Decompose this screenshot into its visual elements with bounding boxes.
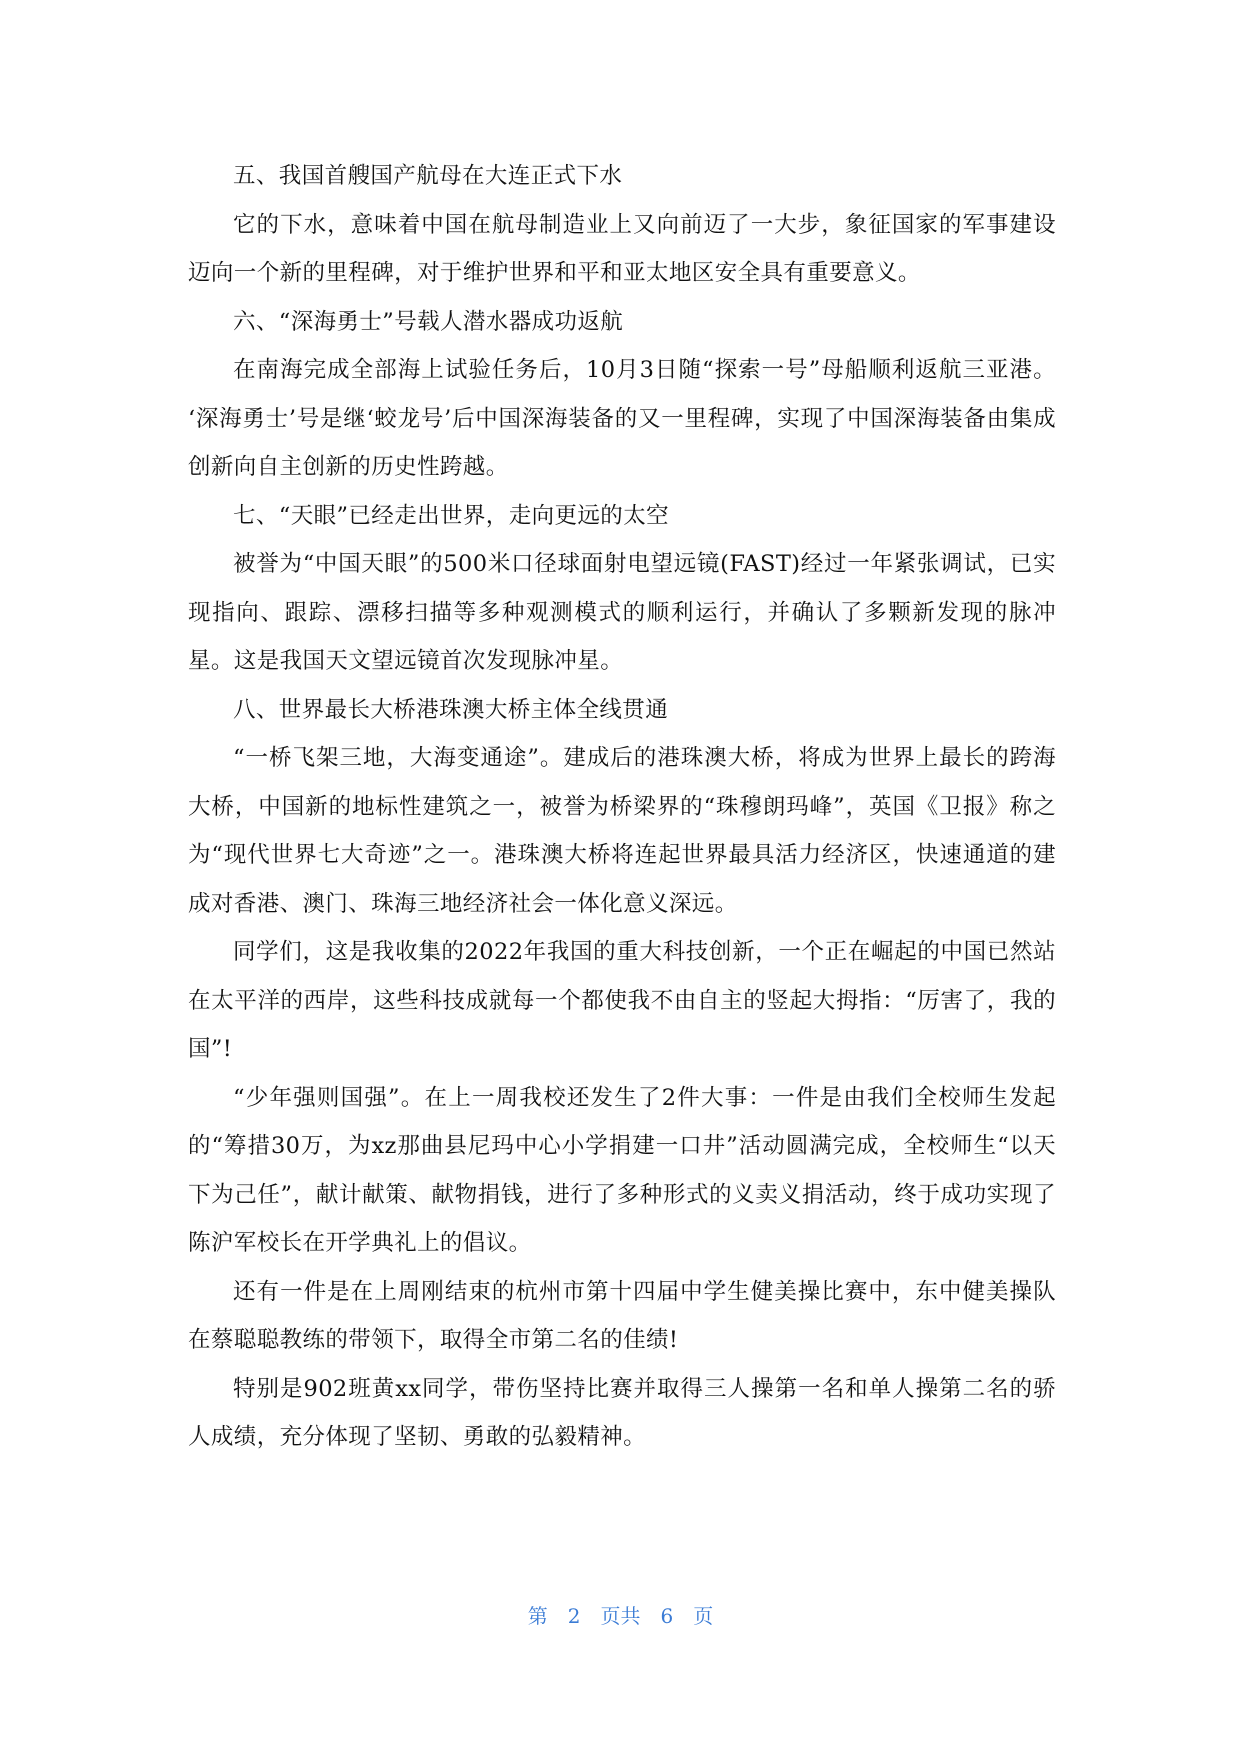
- current-page-number: 2: [567, 1604, 581, 1628]
- page-footer: [0, 1600, 1241, 1629]
- section-heading: 八、世界最长大桥港珠澳大桥主体全线贯通: [233, 696, 669, 723]
- page-label-mid: 页共: [600, 1604, 641, 1628]
- body-paragraph: “一桥飞架三地，大海变通途”。建成后的港珠澳大桥，将成为世界上最长的跨海大桥，中国新的地标性建筑之一，被誉为桥梁界的“珠穆朗玛峰”，英国《卫报》称之为“现代世界七大奇迹”之一。港珠澳大桥将连起世界最具活力经济区，快速通道的建成对香港、澳门、珠海三地经济社会一体化意义深远。: [188, 745, 1056, 917]
- body-paragraph: “少年强则国强”。在上一周我校还发生了2件大事：一件是由我们全校师生发起的“筹措30万，为xz那曲县尼玛中心小学捐建一口井”活动圆满完成，全校师生“以天下为己任”，献计献策、献物捐钱，进行了多种形式的义卖义捐活动，终于成功实现了陈沪军校长在开学典礼上的倡议。: [188, 1084, 1056, 1256]
- body-paragraph: 同学们，这是我收集的2022年我国的重大科技创新，一个正在崛起的中国已然站在太平洋的西岸，这些科技成就每一个都使我不由自主的竖起大拇指：“厉害了，我的国”!: [188, 939, 1056, 1062]
- section-heading: 七、“天眼”已经走出世界，走向更远的太空: [233, 502, 670, 529]
- body-paragraph: 在南海完成全部海上试验任务后，10月3日随“探索一号”母船顺利返航三亚港。 ‘深海勇士’号是继‘蛟龙号’后中国深海装备的又一里程碑，实现了中国深海装备由集成创新向自主创新的历史性跨越。: [188, 357, 1056, 480]
- section-heading: 六、“深海勇士”号载人潜水器成功返航: [233, 308, 624, 335]
- section-heading: 五、我国首艘国产航母在大连正式下水: [233, 163, 623, 189]
- body-paragraph: 特别是902班黄xx同学，带伤坚持比赛并取得三人操第一名和单人操第二名的骄人成绩，充分体现了坚韧、勇敢的弘毅精神。: [188, 1375, 1056, 1450]
- document-body: [188, 152, 1056, 1462]
- body-paragraph: 被誉为“中国天眼”的500米口径球面射电望远镜(FAST)经过一年紧张调试，已实现指向、跟踪、漂移扫描等多种观测模式的顺利运行，并确认了多颗新发现的脉冲星。这是我国天文望远镜首次发现脉冲星。: [188, 551, 1056, 674]
- page-label-prefix: 第: [527, 1604, 548, 1628]
- total-pages-number: 6: [660, 1604, 674, 1628]
- body-paragraph: 还有一件是在上周刚结束的杭州市第十四届中学生健美操比赛中，东中健美操队在蔡聪聪教练的带领下，取得全市第二名的佳绩!: [188, 1278, 1056, 1353]
- page-label-suffix: 页: [693, 1604, 714, 1628]
- body-paragraph: 它的下水，意味着中国在航母制造业上又向前迈了一大步，象征国家的军事建设迈向一个新的里程碑，对于维护世界和平和亚太地区安全具有重要意义。: [188, 211, 1056, 286]
